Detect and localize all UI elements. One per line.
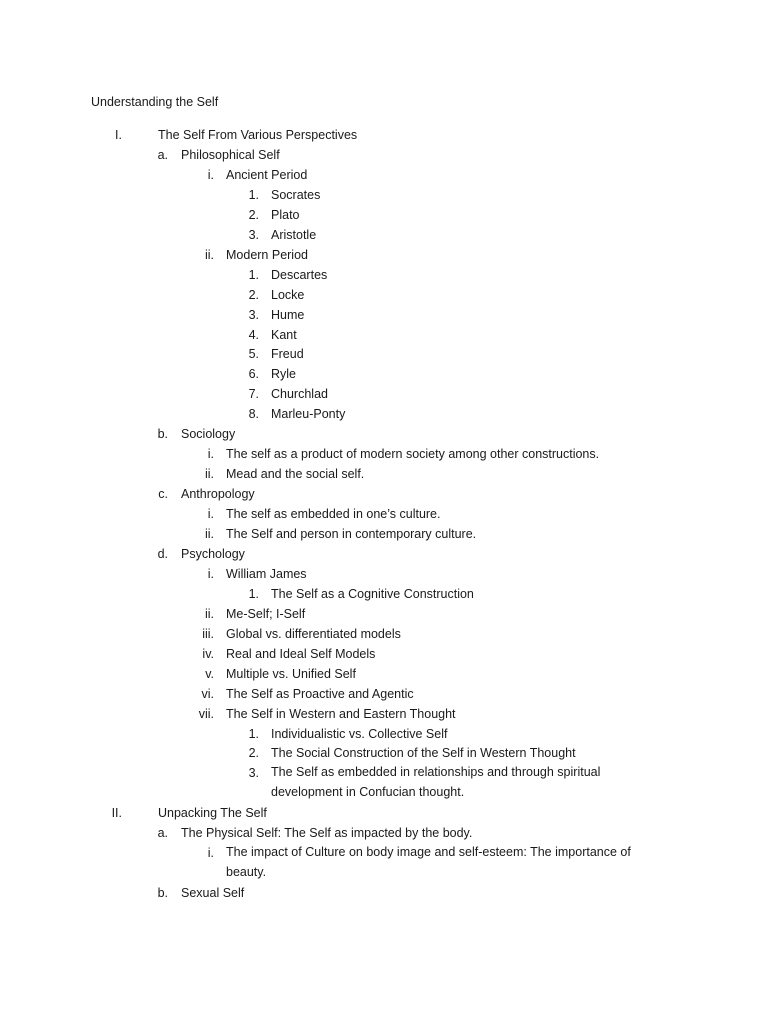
outline-marker: vii. [198,706,214,721]
outline-item-level-4 [0,586,768,606]
outline-marker: 1. [248,267,259,282]
outline-marker: 5. [248,347,259,362]
outline-marker: i. [207,566,214,581]
outline-item-level-2 [0,885,768,905]
outline-text: Anthropology [181,487,255,502]
outline-text: Sociology [181,427,236,442]
outline-item-level-3 [0,626,768,646]
outline-text: Individualistic vs. Collective Self [271,726,448,741]
outline-item-level-3 [0,506,768,526]
outline-item-level-3 [0,686,768,706]
outline-text: Me-Self; I-Self [226,606,306,621]
outline-text: The Self as a Cognitive Construction [271,586,474,601]
outline-item-level-4 [0,207,768,227]
outline-item-level-3 [0,706,768,726]
outline-item-level-3 [0,646,768,666]
outline-marker: 7. [248,387,259,402]
outline-text: Modern Period [226,247,308,262]
outline-item-level-3 [0,566,768,586]
outline-text: Socrates [271,187,321,202]
outline-marker: i. [207,447,214,462]
outline-marker: i. [207,167,214,182]
outline-text: Churchlad [271,387,328,402]
outline-item-level-4 [0,307,768,327]
outline-text: William James [226,566,307,581]
outline-marker: iii. [202,626,214,641]
outline-marker: II. [111,806,122,821]
outline-item-level-4 [0,227,768,247]
outline-marker: i. [207,507,214,522]
outline-item-level-3 [0,247,768,267]
outline-text: Sexual Self [181,886,245,901]
outline-marker: 8. [248,407,259,422]
outline-item-level-3 [0,526,768,546]
outline-item-level-4 [0,346,768,366]
outline-text: Ancient Period [226,167,308,182]
document-title: Understanding the Self [91,95,219,109]
outline-item-level-4 [0,327,768,347]
outline-marker: d. [157,546,168,561]
outline-text: Multiple vs. Unified Self [226,666,356,681]
outline-item-level-4 [0,406,768,426]
outline-text: Descartes [271,267,328,282]
outline-text: Mead and the social self. [226,467,365,482]
outline-marker: v. [205,666,214,681]
outline-item-level-4 [0,187,768,207]
outline-marker: a. [157,826,168,841]
outline-item-level-3 [0,666,768,686]
outline-item-level-1 [0,127,768,147]
outline-marker: i. [207,846,214,861]
outline-text: Philosophical Self [181,147,280,162]
outline-marker: ii. [204,247,214,262]
outline-item-level-4 [0,287,768,307]
outline-marker: 3. [248,766,259,781]
outline-item-level-3 [0,845,768,885]
outline-text: Locke [271,287,305,302]
outline-text: The Self as embedded in relationships and through spiritual development in Confucian thought. [271,765,601,800]
outline-text: Aristotle [271,227,317,242]
outline-marker: I. [115,128,122,142]
outline-marker: 3. [248,307,259,322]
outline-text: Ryle [271,367,297,382]
outline-text: The Self and person in contemporary culture. [226,527,477,541]
outline-text: The Social Construction of the Self in Western Thought [271,746,576,761]
outline-marker: a. [157,147,168,162]
outline-item-level-3 [0,446,768,466]
outline-item-level-2 [0,546,768,566]
outline-item-level-4 [0,765,768,805]
outline-marker: 1. [248,187,259,202]
outline-item-level-4 [0,267,768,287]
outline-item-level-4 [0,366,768,386]
outline-text: Hume [271,307,305,322]
outline-text: Kant [271,327,297,342]
outline-text: Freud [271,347,304,362]
outline-text: Plato [271,207,300,222]
outline-marker: 6. [248,367,259,382]
outline-item-level-2 [0,486,768,506]
outline-marker: 2. [248,746,259,761]
outline-text: The self as a product of modern society among other constructions. [226,447,600,462]
outline-item-level-4 [0,726,768,746]
outline-text: The Self as Proactive and Agentic [226,686,414,701]
outline-marker: ii. [204,606,214,621]
outline-text: Unpacking The Self [158,806,267,821]
outline-text: Global vs. differentiated models [226,626,401,641]
outline-item-level-3 [0,466,768,486]
outline-item-level-2 [0,147,768,167]
outline-text: The Physical Self: The Self as impacted by the body. [181,826,473,841]
outline-item-level-2 [0,426,768,446]
outline-text: Psychology [181,546,245,561]
outline-text: The self as embedded in one’s culture. [226,507,441,522]
outline-item-level-1 [0,805,768,825]
outline-text: Real and Ideal Self Models [226,646,376,661]
outline-marker: iv. [202,646,214,661]
outline-marker: 4. [248,327,259,342]
outline-marker: b. [157,427,168,442]
outline-marker: vi. [201,686,214,701]
outline-marker: ii. [204,467,214,482]
outline-marker: 3. [248,227,259,242]
outline-item-level-3 [0,167,768,187]
outline-item-level-4 [0,386,768,406]
outline-text: The impact of Culture on body image and self-esteem: The importance of beauty. [226,845,631,880]
outline-marker: c. [158,487,168,502]
outline-marker: 2. [248,207,259,222]
outline-text: The Self in Western and Eastern Thought [226,706,456,721]
outline-marker: 1. [248,586,259,601]
outline-item-level-3 [0,606,768,626]
outline-marker: b. [157,886,168,901]
outline-text: Marleu-Ponty [271,407,346,422]
outline-text: The Self From Various Perspectives [158,128,358,142]
outline-marker: 1. [248,726,259,741]
outline-marker: ii. [204,527,214,541]
outline-marker: 2. [248,287,259,302]
